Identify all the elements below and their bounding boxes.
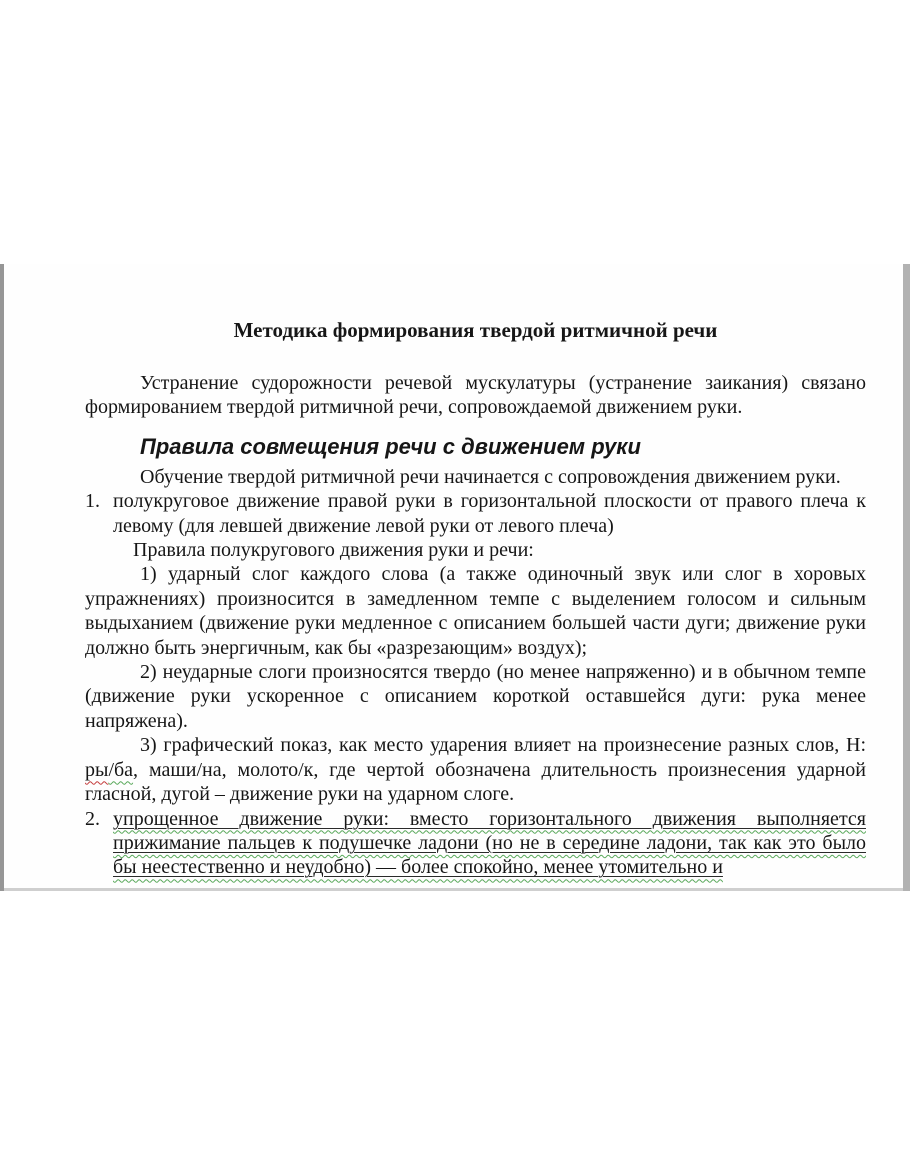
rule-3-text-after: , маши/на, молото/к, где чертой обозначена длительность произнесения ударной гласной, дугой – движение руки на ударном слоге. — [85, 758, 866, 806]
list-item-2-underline — [113, 808, 866, 879]
rule-3-text-before: 3) графический показ, как место ударения влияет на произнесение разных слов, Н: — [140, 734, 866, 757]
rule-1-paragraph: 1) ударный слог каждого слова (а также одиночный звук или слог в хоровых упражнениях) произносится в замедленном темпе с выделением голосом и сильным выдыханием (движение руки медленное с описанием большей части дуги; движение руки должно быть энергичным, как бы «разрезающим» воздух); — [85, 563, 866, 659]
document-content — [4, 317, 903, 880]
list-item-2-text: упрощенное движение руки: вместо горизонтального движения выполняется прижимание пальцев к подушечке ладони (но не в середине ладони, так как это было бы неестественно и неудобно) — более спокойно, менее утомительно и — [113, 807, 866, 879]
list-item-1 — [85, 489, 866, 538]
rule-3-grammar-green-word: /ба — [108, 758, 134, 781]
list-item-2 — [85, 807, 866, 880]
rule-3-spellcheck-red-word: ры — [85, 758, 109, 781]
rules-intro: Правила полукругового движения руки и речи: — [133, 539, 534, 562]
rule-3-paragraph — [85, 733, 866, 806]
page-bottom-edge — [4, 888, 903, 891]
intro-paragraph: Устранение судорожности речевой мускулатуры (устранение заикания) связано формированием твердой ритмичной речи, сопровождаемой движением руки. — [85, 372, 866, 419]
rule-2-paragraph: 2) неударные слоги произносятся твердо (но менее напряженно) и в обычном темпе (движение руки ускоренное с описанием короткой оставшейся дуги: рука менее напряжена). — [85, 661, 866, 732]
lead-paragraph: Обучение твердой ритмичной речи начинается с сопровождения движением руки. — [140, 465, 841, 488]
section-heading: Правила совмещения речи с движением руки — [140, 433, 641, 459]
list-item-2-number: 2. — [85, 807, 100, 830]
list-item-1-text: полукруговое движение правой руки в горизонтальной плоскости от правого плеча к левому (для левшей движение левой руки от левого плеча) — [113, 490, 866, 537]
document-title: Методика формирования твердой ритмичной речи — [233, 318, 718, 342]
document-page — [0, 264, 910, 891]
list-item-1-number: 1. — [85, 490, 100, 513]
